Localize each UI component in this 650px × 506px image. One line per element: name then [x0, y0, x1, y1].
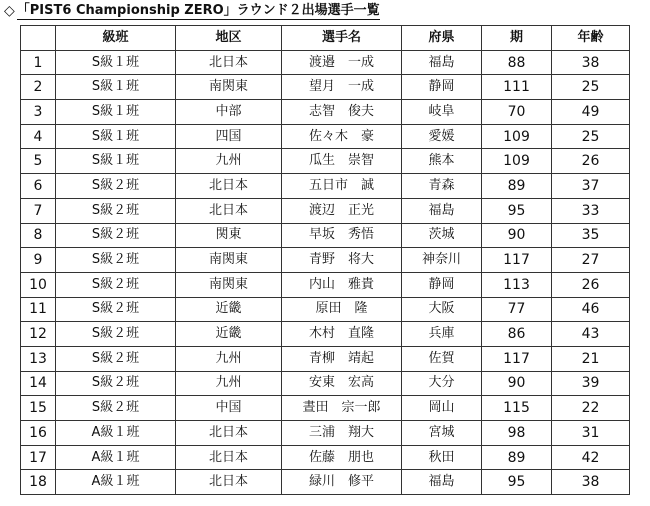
cell-age: 39 — [552, 371, 630, 396]
cell-term: 95 — [482, 198, 552, 223]
cell-region: 北日本 — [176, 470, 282, 495]
cell-age: 31 — [552, 421, 630, 446]
header-region: 地区 — [176, 26, 282, 51]
table-row — [21, 445, 630, 470]
table-row — [21, 100, 630, 125]
cell-class: S級２班 — [56, 198, 176, 223]
cell-age: 35 — [552, 223, 630, 248]
cell-region: 九州 — [176, 149, 282, 174]
header-name: 選手名 — [282, 26, 402, 51]
cell-name: 志智 俊夫 — [282, 100, 402, 125]
cell-prefecture: 青森 — [402, 174, 482, 199]
cell-index: 6 — [21, 174, 56, 199]
header-term: 期 — [482, 26, 552, 51]
cell-term: 115 — [482, 396, 552, 421]
table-row — [21, 470, 630, 495]
cell-age: 26 — [552, 272, 630, 297]
cell-term: 89 — [482, 445, 552, 470]
cell-region: 関東 — [176, 223, 282, 248]
cell-prefecture: 宮城 — [402, 421, 482, 446]
cell-name: 原田 隆 — [282, 297, 402, 322]
cell-index: 17 — [21, 445, 56, 470]
cell-class: S級１班 — [56, 149, 176, 174]
cell-term: 90 — [482, 223, 552, 248]
cell-region: 四国 — [176, 124, 282, 149]
cell-name: 青柳 靖起 — [282, 346, 402, 371]
cell-class: S級２班 — [56, 297, 176, 322]
cell-index: 5 — [21, 149, 56, 174]
cell-age: 27 — [552, 248, 630, 273]
cell-term: 86 — [482, 322, 552, 347]
cell-class: S級２班 — [56, 248, 176, 273]
cell-prefecture: 兵庫 — [402, 322, 482, 347]
table-row — [21, 223, 630, 248]
cell-index: 18 — [21, 470, 56, 495]
cell-class: A級１班 — [56, 470, 176, 495]
cell-name: 瓜生 崇智 — [282, 149, 402, 174]
cell-region: 中部 — [176, 100, 282, 125]
cell-term: 109 — [482, 149, 552, 174]
cell-class: S級１班 — [56, 100, 176, 125]
cell-name: 早坂 秀悟 — [282, 223, 402, 248]
cell-region: 九州 — [176, 371, 282, 396]
title-text: 「PIST6 Championship ZERO」ラウンド２出場選手一覧 — [16, 2, 380, 18]
cell-age: 21 — [552, 346, 630, 371]
cell-prefecture: 秋田 — [402, 445, 482, 470]
cell-prefecture: 岡山 — [402, 396, 482, 421]
cell-term: 109 — [482, 124, 552, 149]
cell-age: 49 — [552, 100, 630, 125]
cell-name: 青野 将大 — [282, 248, 402, 273]
table-row — [21, 124, 630, 149]
cell-term: 98 — [482, 421, 552, 446]
cell-prefecture: 岐阜 — [402, 100, 482, 125]
cell-region: 南関東 — [176, 75, 282, 100]
cell-index: 2 — [21, 75, 56, 100]
cell-region: 北日本 — [176, 198, 282, 223]
cell-class: S級１班 — [56, 124, 176, 149]
cell-prefecture: 大分 — [402, 371, 482, 396]
cell-index: 14 — [21, 371, 56, 396]
table-row — [21, 421, 630, 446]
cell-index: 1 — [21, 50, 56, 75]
cell-index: 10 — [21, 272, 56, 297]
cell-age: 38 — [552, 470, 630, 495]
table-row — [21, 248, 630, 273]
header-class: 級班 — [56, 26, 176, 51]
table-row — [21, 371, 630, 396]
cell-prefecture: 茨城 — [402, 223, 482, 248]
cell-age: 38 — [552, 50, 630, 75]
cell-prefecture: 大阪 — [402, 297, 482, 322]
cell-class: S級１班 — [56, 75, 176, 100]
cell-age: 25 — [552, 124, 630, 149]
cell-name: 渡辺 正光 — [282, 198, 402, 223]
cell-name: 木村 直隆 — [282, 322, 402, 347]
cell-index: 9 — [21, 248, 56, 273]
cell-class: A級１班 — [56, 445, 176, 470]
cell-prefecture: 福島 — [402, 198, 482, 223]
page-title — [4, 0, 380, 22]
table-row — [21, 396, 630, 421]
cell-term: 88 — [482, 50, 552, 75]
table-row — [21, 198, 630, 223]
cell-term: 117 — [482, 248, 552, 273]
cell-age: 25 — [552, 75, 630, 100]
cell-region: 南関東 — [176, 248, 282, 273]
cell-name: 三浦 翔大 — [282, 421, 402, 446]
cell-prefecture: 福島 — [402, 470, 482, 495]
cell-index: 11 — [21, 297, 56, 322]
cell-name: 内山 雅貴 — [282, 272, 402, 297]
cell-region: 九州 — [176, 346, 282, 371]
cell-class: S級２班 — [56, 174, 176, 199]
cell-class: S級２班 — [56, 371, 176, 396]
cell-prefecture: 福島 — [402, 50, 482, 75]
cell-term: 113 — [482, 272, 552, 297]
cell-name: 望月 一成 — [282, 75, 402, 100]
table-row — [21, 272, 630, 297]
cell-region: 近畿 — [176, 297, 282, 322]
table-row — [21, 75, 630, 100]
table-header-row — [21, 26, 630, 51]
cell-index: 4 — [21, 124, 56, 149]
table-row — [21, 174, 630, 199]
table-row — [21, 50, 630, 75]
cell-index: 8 — [21, 223, 56, 248]
header-age: 年齢 — [552, 26, 630, 51]
cell-index: 12 — [21, 322, 56, 347]
cell-age: 33 — [552, 198, 630, 223]
cell-age: 43 — [552, 322, 630, 347]
cell-prefecture: 愛媛 — [402, 124, 482, 149]
cell-class: S級２班 — [56, 322, 176, 347]
cell-term: 89 — [482, 174, 552, 199]
cell-term: 77 — [482, 297, 552, 322]
cell-term: 117 — [482, 346, 552, 371]
cell-age: 22 — [552, 396, 630, 421]
cell-index: 16 — [21, 421, 56, 446]
cell-name: 佐々木 豪 — [282, 124, 402, 149]
cell-name: 渡邉 一成 — [282, 50, 402, 75]
cell-class: S級２班 — [56, 272, 176, 297]
players-table — [20, 25, 630, 495]
cell-age: 42 — [552, 445, 630, 470]
diamond-icon: ◇ — [4, 3, 15, 19]
table-row — [21, 346, 630, 371]
cell-index: 3 — [21, 100, 56, 125]
cell-class: S級２班 — [56, 346, 176, 371]
cell-term: 70 — [482, 100, 552, 125]
cell-region: 中国 — [176, 396, 282, 421]
cell-name: 晝田 宗一郎 — [282, 396, 402, 421]
cell-name: 緑川 修平 — [282, 470, 402, 495]
cell-region: 北日本 — [176, 421, 282, 446]
cell-age: 46 — [552, 297, 630, 322]
cell-region: 北日本 — [176, 50, 282, 75]
table-row — [21, 297, 630, 322]
cell-term: 111 — [482, 75, 552, 100]
cell-class: S級２班 — [56, 396, 176, 421]
cell-term: 95 — [482, 470, 552, 495]
header-prefecture: 府県 — [402, 26, 482, 51]
cell-class: S級２班 — [56, 223, 176, 248]
cell-region: 北日本 — [176, 445, 282, 470]
cell-prefecture: 静岡 — [402, 75, 482, 100]
cell-index: 15 — [21, 396, 56, 421]
cell-prefecture: 神奈川 — [402, 248, 482, 273]
table-row — [21, 149, 630, 174]
cell-age: 37 — [552, 174, 630, 199]
cell-class: A級１班 — [56, 421, 176, 446]
cell-index: 13 — [21, 346, 56, 371]
cell-name: 安東 宏高 — [282, 371, 402, 396]
cell-term: 90 — [482, 371, 552, 396]
cell-region: 北日本 — [176, 174, 282, 199]
table-row — [21, 322, 630, 347]
cell-name: 五日市 誠 — [282, 174, 402, 199]
header-index — [21, 26, 56, 51]
cell-name: 佐藤 朋也 — [282, 445, 402, 470]
cell-index: 7 — [21, 198, 56, 223]
cell-region: 南関東 — [176, 272, 282, 297]
cell-prefecture: 熊本 — [402, 149, 482, 174]
cell-prefecture: 佐賀 — [402, 346, 482, 371]
cell-class: S級１班 — [56, 50, 176, 75]
cell-region: 近畿 — [176, 322, 282, 347]
cell-age: 26 — [552, 149, 630, 174]
cell-prefecture: 静岡 — [402, 272, 482, 297]
